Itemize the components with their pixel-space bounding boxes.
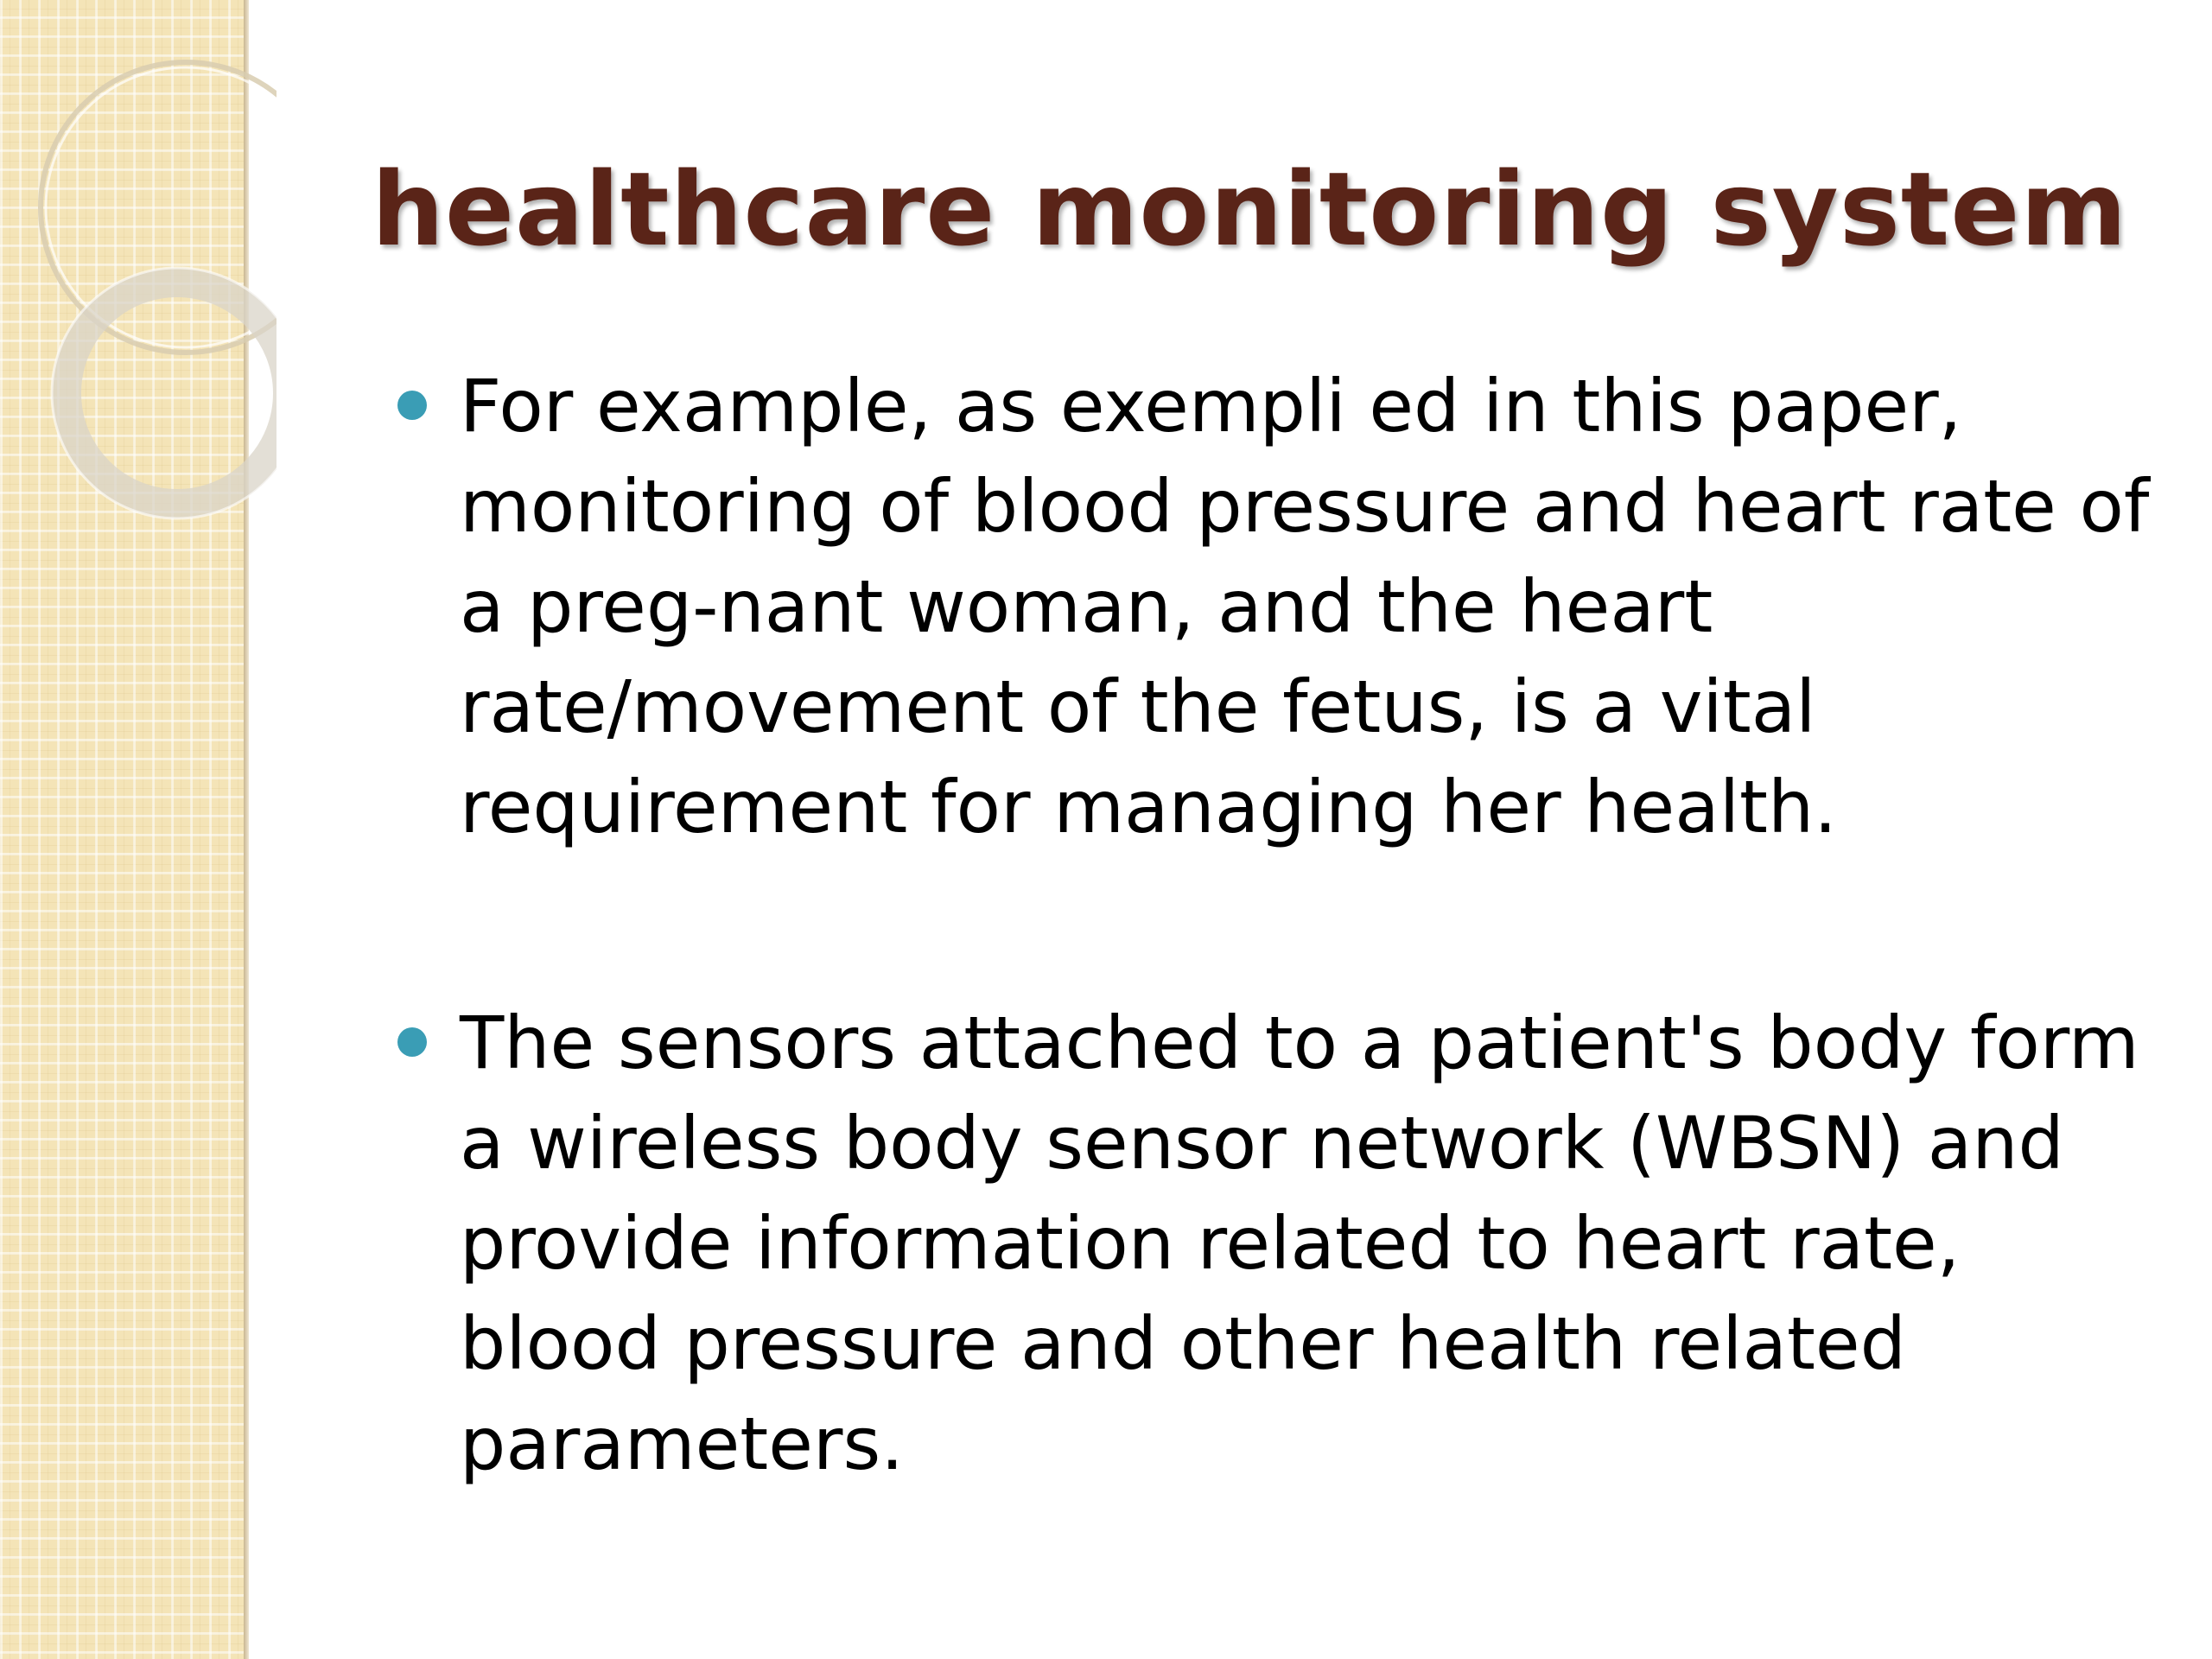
slide-title: healthcare monitoring system: [372, 149, 2128, 269]
decorative-rings-icon: [0, 0, 276, 553]
bullet-dot-icon: [397, 1027, 427, 1057]
bullet-item: [397, 993, 2169, 1494]
bullet-text: The sensors attached to a patient's body form a wireless body sensor network (WBSN) and provide information related to heart rate, blood pressure and other health related parameters.: [460, 1001, 2139, 1486]
bullet-item: [397, 356, 2169, 857]
bullet-text: For example, as exempli ed in this paper, monitoring of blood pressure and heart rate of a preg-nant woman, and the heart rate/movement of the fetus, is a vital requirement for managing her health.: [460, 364, 2150, 849]
bullet-dot-icon: [397, 391, 427, 420]
bullet-list: [397, 356, 2169, 1630]
